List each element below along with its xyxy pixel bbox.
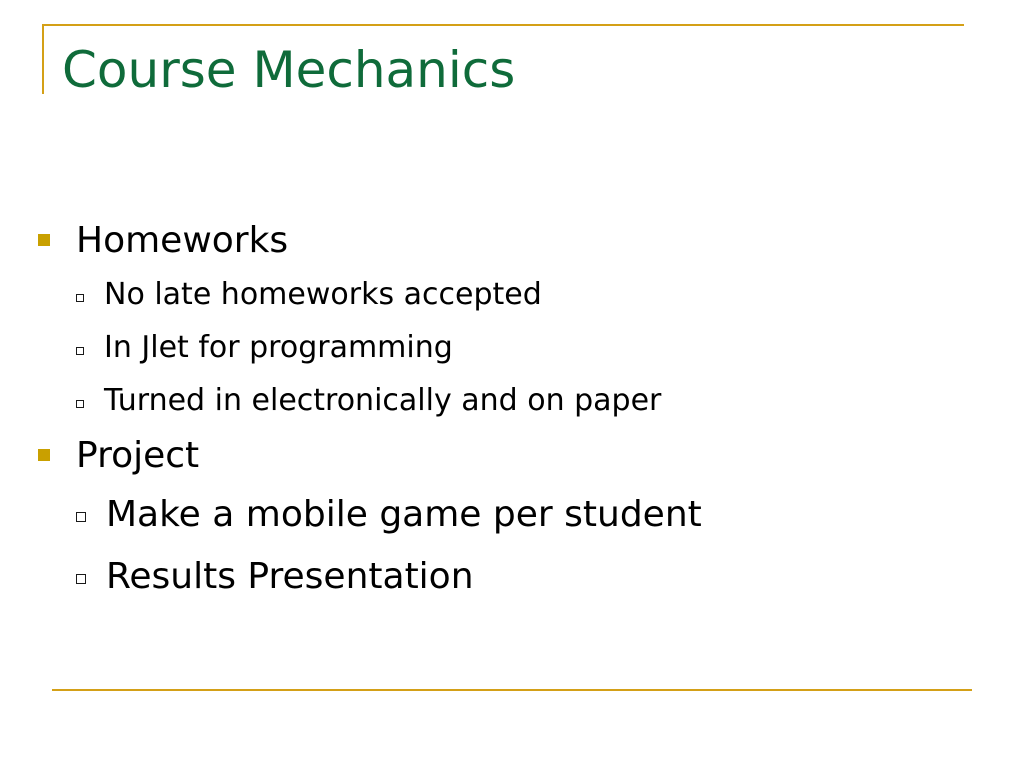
sub-bullet-text: Make a mobile game per student [106, 493, 702, 535]
sub-bullet-item [76, 483, 978, 545]
filled-square-bullet-icon [38, 449, 50, 461]
sub-bullet-item [76, 545, 978, 607]
bullet-item-project [38, 427, 978, 607]
sub-bullet-text: No late homeworks accepted [104, 277, 542, 312]
sub-bullet-text: In Jlet for programming [104, 330, 453, 365]
filled-square-bullet-icon [38, 234, 50, 246]
hollow-square-bullet-icon [76, 294, 84, 302]
sub-bullet-item [76, 321, 978, 374]
bullet-text: Homeworks [76, 219, 289, 261]
hollow-square-bullet-icon [76, 512, 86, 522]
sub-bullet-list [38, 483, 978, 607]
sub-bullet-list [38, 268, 978, 427]
bullet-row [38, 212, 978, 268]
hollow-square-bullet-icon [76, 400, 84, 408]
bullet-item-homeworks [38, 212, 978, 427]
hollow-square-bullet-icon [76, 347, 84, 355]
bullet-list [38, 212, 978, 607]
top-accent-rule [42, 24, 964, 26]
sub-bullet-text: Turned in electronically and on paper [104, 383, 662, 418]
bullet-text: Project [76, 434, 200, 476]
sub-bullet-item [76, 374, 978, 427]
left-accent-rule [42, 24, 44, 94]
slide-title: Course Mechanics [62, 41, 516, 99]
bullet-row [38, 427, 978, 483]
sub-bullet-item [76, 268, 978, 321]
hollow-square-bullet-icon [76, 574, 86, 584]
bottom-accent-rule [52, 689, 972, 691]
sub-bullet-text: Results Presentation [106, 555, 474, 597]
